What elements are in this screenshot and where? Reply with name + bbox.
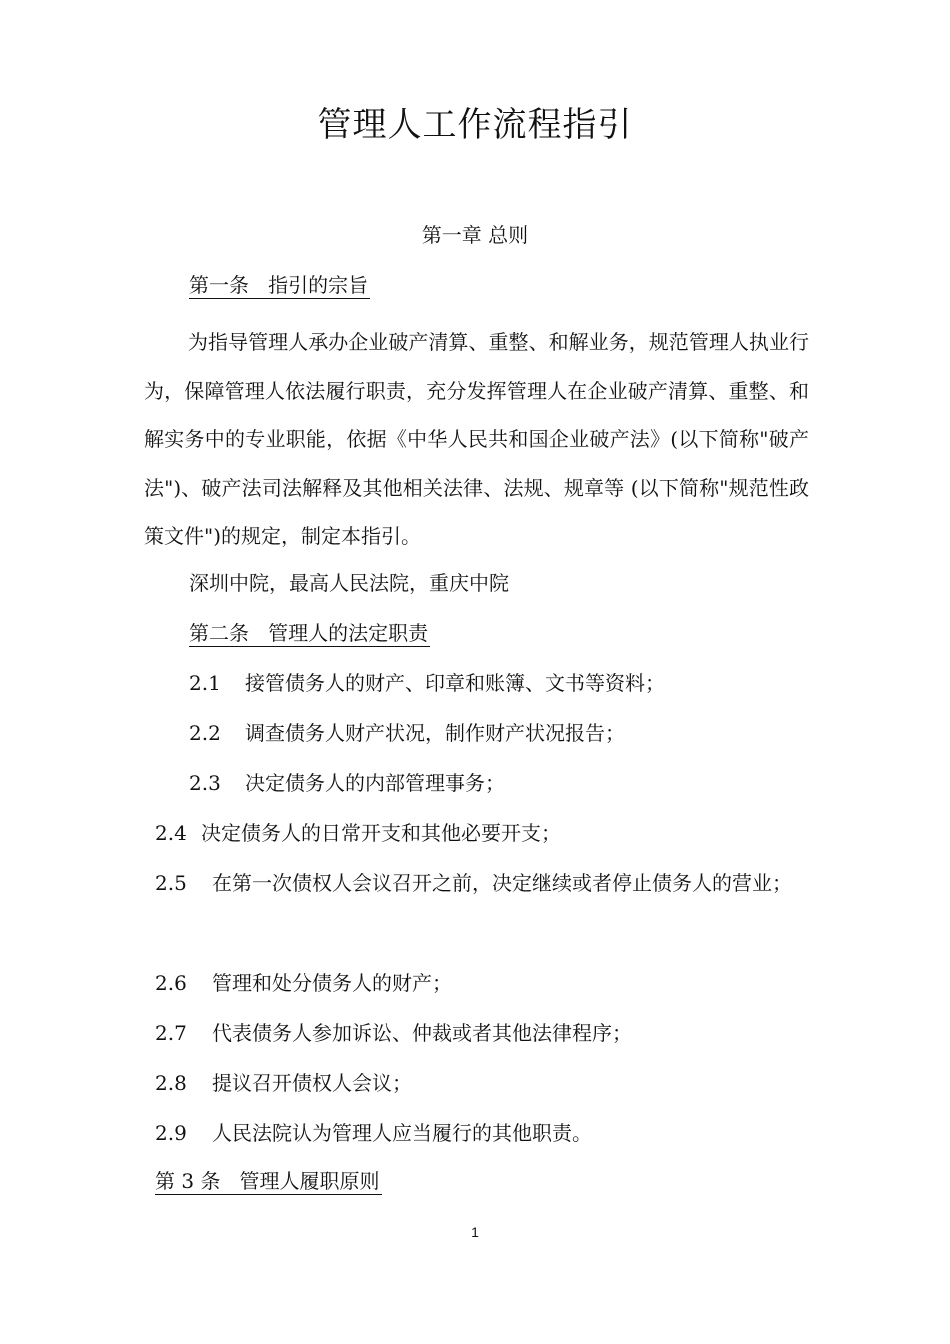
item-number: 2.6 bbox=[155, 971, 187, 995]
article-2-heading: 第二条 管理人的法定职责 bbox=[189, 621, 429, 645]
item-text: 接管债务人的财产、印章和账簿、文书等资料； bbox=[245, 671, 665, 695]
list-item bbox=[155, 966, 452, 1000]
article-1-heading: 第一条 指引的宗旨 bbox=[189, 273, 369, 297]
item-text: 提议召开债权人会议； bbox=[212, 1071, 412, 1095]
article-1-note: 深圳中院，最高人民法院，重庆中院 bbox=[189, 571, 509, 595]
list-item bbox=[155, 1066, 412, 1100]
item-number: 2.2 bbox=[189, 721, 221, 745]
document-title: 管理人工作流程指引 bbox=[317, 105, 633, 145]
chapter-heading: 第一章 总则 bbox=[421, 223, 529, 247]
list-item bbox=[155, 816, 561, 850]
list-item bbox=[189, 766, 505, 800]
list-item bbox=[189, 716, 625, 750]
item-text: 决定债务人的日常开支和其他必要开支； bbox=[201, 821, 561, 845]
article-2-heading-row bbox=[189, 616, 430, 650]
item-number: 2.1 bbox=[189, 671, 221, 695]
article-3-heading: 第 3 条 管理人履职原则 bbox=[155, 1169, 380, 1193]
article-3-heading-row bbox=[155, 1164, 382, 1198]
item-text: 管理和处分债务人的财产； bbox=[212, 971, 452, 995]
article-1-paragraph: 为指导管理人承办企业破产清算、重整、和解业务，规范管理人执业行为，保障管理人依法履行职责，充分发挥管理人在企业破产清算、重整、和解实务中的专业职能，依据《中华人民共和国企业破产法》(以下简称"破产法")、破产法司法解释及其他相关法律、法规、规章等 (以下简称"规范性政策文件")的规定，制定本指引。 bbox=[144, 330, 809, 548]
item-number: 2.9 bbox=[155, 1121, 187, 1145]
item-text: 调查债务人财产状况，制作财产状况报告； bbox=[245, 721, 625, 745]
item-number: 2.3 bbox=[189, 771, 221, 795]
item-text: 在第一次债权人会议召开之前，决定继续或者停止债务人的营业； bbox=[212, 871, 792, 895]
item-text: 人民法院认为管理人应当履行的其他职责。 bbox=[212, 1121, 592, 1145]
item-number: 2.8 bbox=[155, 1071, 187, 1095]
list-item bbox=[189, 666, 665, 700]
list-item bbox=[155, 1016, 632, 1050]
article-1-heading-row bbox=[189, 268, 370, 302]
item-text: 代表债务人参加诉讼、仲裁或者其他法律程序； bbox=[212, 1021, 632, 1045]
list-item bbox=[155, 1116, 592, 1150]
item-number: 2.5 bbox=[155, 871, 187, 895]
item-number: 2.4 bbox=[155, 821, 187, 845]
item-text: 决定债务人的内部管理事务； bbox=[245, 771, 505, 795]
page-number: 1 bbox=[471, 1224, 479, 1240]
item-number: 2.7 bbox=[155, 1021, 187, 1045]
list-item bbox=[155, 859, 810, 907]
